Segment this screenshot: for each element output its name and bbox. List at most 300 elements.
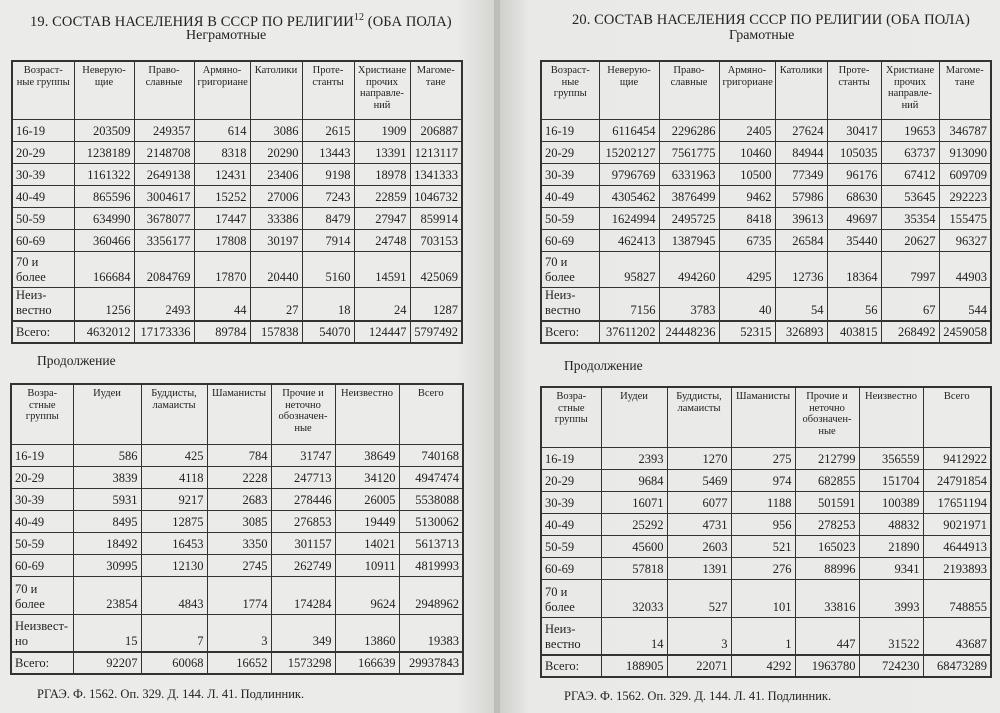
left-title-tail: (ОБА ПОЛА) xyxy=(364,13,452,30)
value-cell: 1238189 xyxy=(74,141,134,163)
age-group-cell: 60-69 xyxy=(541,229,599,251)
value-cell: 544 xyxy=(939,287,991,321)
age-group-cell: 20-29 xyxy=(12,141,74,163)
value-cell: 7997 xyxy=(881,251,939,287)
value-cell: 18978 xyxy=(354,163,410,185)
left-page xyxy=(0,0,496,713)
total-value-cell: 4292 xyxy=(731,655,795,677)
total-label-cell: Всего: xyxy=(541,655,601,677)
column-header: Неверую-щие xyxy=(74,61,134,119)
value-cell: 44 xyxy=(194,287,250,321)
table-row xyxy=(11,488,463,510)
value-cell: 38649 xyxy=(335,444,399,466)
value-cell: 2228 xyxy=(207,466,271,488)
value-cell: 49697 xyxy=(827,207,881,229)
total-label-cell: Всего: xyxy=(541,321,599,343)
table-row xyxy=(11,532,463,554)
column-header: Армяно-григориане xyxy=(194,61,250,119)
age-group-cell: 50-59 xyxy=(541,207,599,229)
column-header: Прочие и неточно обозначен-ные xyxy=(271,384,335,444)
value-cell: 25292 xyxy=(601,513,667,535)
value-cell: 17870 xyxy=(194,251,250,287)
age-group-cell: 40-49 xyxy=(541,185,599,207)
value-cell: 3678077 xyxy=(134,207,194,229)
column-header: Право-славные xyxy=(134,61,194,119)
value-cell: 2296286 xyxy=(659,119,719,141)
value-cell: 32033 xyxy=(601,579,667,617)
total-value-cell: 124447 xyxy=(354,321,410,343)
value-cell: 974 xyxy=(731,469,795,491)
value-cell: 7561775 xyxy=(659,141,719,163)
value-cell: 360466 xyxy=(74,229,134,251)
total-label-cell: Всего: xyxy=(12,321,74,343)
value-cell: 12431 xyxy=(194,163,250,185)
value-cell: 4731 xyxy=(667,513,731,535)
value-cell: 1161322 xyxy=(74,163,134,185)
value-cell: 8479 xyxy=(302,207,354,229)
table-row xyxy=(541,119,991,141)
value-cell: 494260 xyxy=(659,251,719,287)
value-cell: 45600 xyxy=(601,535,667,557)
total-value-cell: 157838 xyxy=(250,321,302,343)
value-cell: 31747 xyxy=(271,444,335,466)
value-cell: 586 xyxy=(73,444,141,466)
value-cell: 7243 xyxy=(302,185,354,207)
age-group-cell: 50-59 xyxy=(11,532,73,554)
value-cell: 247713 xyxy=(271,466,335,488)
value-cell: 6735 xyxy=(719,229,775,251)
total-value-cell: 724230 xyxy=(859,655,923,677)
value-cell: 1387945 xyxy=(659,229,719,251)
column-header: Неверую-щие xyxy=(599,61,659,119)
value-cell: 8495 xyxy=(73,510,141,532)
table-row xyxy=(541,287,991,321)
age-group-cell: 60-69 xyxy=(541,557,601,579)
left-table-main xyxy=(11,60,463,344)
table-row xyxy=(541,207,991,229)
total-value-cell: 29937843 xyxy=(399,652,463,674)
column-header: Иудеи xyxy=(601,387,667,447)
age-group-cell: 70 и более xyxy=(541,251,599,287)
value-cell: 9341 xyxy=(859,557,923,579)
value-cell: 166684 xyxy=(74,251,134,287)
value-cell: 23406 xyxy=(250,163,302,185)
age-group-cell: 70 и более xyxy=(11,576,73,614)
right-table-continuation xyxy=(540,386,992,678)
value-cell: 3356177 xyxy=(134,229,194,251)
value-cell: 15 xyxy=(73,614,141,652)
total-value-cell: 37611202 xyxy=(599,321,659,343)
value-cell: 10911 xyxy=(335,554,399,576)
value-cell: 14021 xyxy=(335,532,399,554)
value-cell: 634990 xyxy=(74,207,134,229)
table-row xyxy=(541,579,991,617)
total-value-cell: 52315 xyxy=(719,321,775,343)
value-cell: 27 xyxy=(250,287,302,321)
value-cell: 913090 xyxy=(939,141,991,163)
column-header: Католики xyxy=(250,61,302,119)
age-group-cell: 60-69 xyxy=(12,229,74,251)
table-row xyxy=(541,163,991,185)
left-source-note: РГАЭ. Ф. 1562. Оп. 329. Д. 144. Л. 41. Подлинник. xyxy=(37,687,305,701)
value-cell: 1046732 xyxy=(410,185,462,207)
value-cell: 784 xyxy=(207,444,271,466)
value-cell: 26584 xyxy=(775,229,827,251)
age-group-cell: 70 и более xyxy=(12,251,74,287)
value-cell: 2148708 xyxy=(134,141,194,163)
column-header: Возра-стные группы xyxy=(541,387,601,447)
age-group-cell: 40-49 xyxy=(11,510,73,532)
value-cell: 17447 xyxy=(194,207,250,229)
value-cell: 2615 xyxy=(302,119,354,141)
table-row xyxy=(12,229,462,251)
value-cell: 35440 xyxy=(827,229,881,251)
column-header: Неизвестно xyxy=(335,384,399,444)
value-cell: 7 xyxy=(141,614,207,652)
value-cell: 2084769 xyxy=(134,251,194,287)
table-row xyxy=(12,185,462,207)
age-group-cell: 40-49 xyxy=(541,513,601,535)
value-cell: 165023 xyxy=(795,535,859,557)
column-header: Магоме-тане xyxy=(939,61,991,119)
value-cell: 24748 xyxy=(354,229,410,251)
left-continuation-label: Продолжение xyxy=(37,353,116,368)
value-cell: 4295 xyxy=(719,251,775,287)
value-cell: 15202127 xyxy=(599,141,659,163)
value-cell: 462413 xyxy=(599,229,659,251)
table-row xyxy=(541,557,991,579)
value-cell: 7914 xyxy=(302,229,354,251)
value-cell: 26005 xyxy=(335,488,399,510)
value-cell: 682855 xyxy=(795,469,859,491)
value-cell: 105035 xyxy=(827,141,881,163)
value-cell: 27624 xyxy=(775,119,827,141)
value-cell: 19449 xyxy=(335,510,399,532)
table-row xyxy=(12,119,462,141)
value-cell: 20290 xyxy=(250,141,302,163)
value-cell: 249357 xyxy=(134,119,194,141)
left-subtitle: Неграмотные xyxy=(186,28,267,43)
value-cell: 748855 xyxy=(923,579,991,617)
value-cell: 30197 xyxy=(250,229,302,251)
age-group-cell: Неиз-вестно xyxy=(541,617,601,655)
right-source-note: РГАЭ. Ф. 1562. Оп. 329. Д. 144. Л. 41. Подлинник. xyxy=(564,689,832,703)
value-cell: 10500 xyxy=(719,163,775,185)
value-cell: 31522 xyxy=(859,617,923,655)
right-table-main xyxy=(540,60,992,344)
value-cell: 2193893 xyxy=(923,557,991,579)
table-row xyxy=(541,229,991,251)
column-header: Буддисты, ламаисты xyxy=(667,387,731,447)
value-cell: 22859 xyxy=(354,185,410,207)
column-header: Проте-станты xyxy=(827,61,881,119)
age-group-cell: 20-29 xyxy=(11,466,73,488)
table-row xyxy=(541,491,991,513)
value-cell: 203509 xyxy=(74,119,134,141)
value-cell: 346787 xyxy=(939,119,991,141)
value-cell: 9217 xyxy=(141,488,207,510)
value-cell: 1341333 xyxy=(410,163,462,185)
total-value-cell: 5797492 xyxy=(410,321,462,343)
value-cell: 1 xyxy=(731,617,795,655)
value-cell: 57986 xyxy=(775,185,827,207)
value-cell: 17651194 xyxy=(923,491,991,513)
age-group-cell: 50-59 xyxy=(541,535,601,557)
total-value-cell: 326893 xyxy=(775,321,827,343)
header-row xyxy=(11,384,463,444)
value-cell: 174284 xyxy=(271,576,335,614)
value-cell: 740168 xyxy=(399,444,463,466)
right-page xyxy=(500,0,1000,713)
total-value-cell: 60068 xyxy=(141,652,207,674)
value-cell: 3350 xyxy=(207,532,271,554)
value-cell: 30417 xyxy=(827,119,881,141)
left-table-continuation xyxy=(10,383,464,675)
value-cell: 27006 xyxy=(250,185,302,207)
value-cell: 14 xyxy=(601,617,667,655)
total-row xyxy=(12,321,462,343)
value-cell: 206887 xyxy=(410,119,462,141)
value-cell: 77349 xyxy=(775,163,827,185)
value-cell: 5160 xyxy=(302,251,354,287)
value-cell: 2948962 xyxy=(399,576,463,614)
header-row xyxy=(12,61,462,119)
header-row xyxy=(541,387,991,447)
total-value-cell: 17173336 xyxy=(134,321,194,343)
value-cell: 2683 xyxy=(207,488,271,510)
value-cell: 88996 xyxy=(795,557,859,579)
column-header: Христиане прочих направле-ний xyxy=(354,61,410,119)
value-cell: 16453 xyxy=(141,532,207,554)
value-cell: 18 xyxy=(302,287,354,321)
value-cell: 27947 xyxy=(354,207,410,229)
value-cell: 262749 xyxy=(271,554,335,576)
right-page-title: 20. СОСТАВ НАСЕЛЕНИЯ СССР ПО РЕЛИГИИ (ОБА ПОЛА) xyxy=(572,12,970,28)
value-cell: 292223 xyxy=(939,185,991,207)
column-header: Католики xyxy=(775,61,827,119)
total-label-cell: Всего: xyxy=(11,652,73,674)
column-header: Прочие и неточно обозначен-ные xyxy=(795,387,859,447)
value-cell: 9624 xyxy=(335,576,399,614)
value-cell: 4118 xyxy=(141,466,207,488)
table-row xyxy=(12,287,462,321)
table-row xyxy=(541,141,991,163)
total-value-cell: 268492 xyxy=(881,321,939,343)
value-cell: 3 xyxy=(207,614,271,652)
column-header: Неизвестно xyxy=(859,387,923,447)
total-value-cell: 4632012 xyxy=(74,321,134,343)
value-cell: 67412 xyxy=(881,163,939,185)
value-cell: 956 xyxy=(731,513,795,535)
value-cell: 3 xyxy=(667,617,731,655)
table-row xyxy=(12,251,462,287)
table-row xyxy=(541,251,991,287)
total-row xyxy=(541,655,991,677)
value-cell: 84944 xyxy=(775,141,827,163)
total-row xyxy=(11,652,463,674)
column-header: Христиане прочих направле-ний xyxy=(881,61,939,119)
value-cell: 301157 xyxy=(271,532,335,554)
value-cell: 30995 xyxy=(73,554,141,576)
total-row xyxy=(541,321,991,343)
value-cell: 3086 xyxy=(250,119,302,141)
value-cell: 4947474 xyxy=(399,466,463,488)
age-group-cell: 40-49 xyxy=(12,185,74,207)
column-header: Всего xyxy=(923,387,991,447)
column-header: Магоме-тане xyxy=(410,61,462,119)
value-cell: 21890 xyxy=(859,535,923,557)
value-cell: 2745 xyxy=(207,554,271,576)
value-cell: 4819993 xyxy=(399,554,463,576)
value-cell: 865596 xyxy=(74,185,134,207)
table-row xyxy=(541,447,991,469)
total-value-cell: 188905 xyxy=(601,655,667,677)
value-cell: 703153 xyxy=(410,229,462,251)
value-cell: 33386 xyxy=(250,207,302,229)
table-row xyxy=(11,576,463,614)
value-cell: 3004617 xyxy=(134,185,194,207)
value-cell: 276 xyxy=(731,557,795,579)
value-cell: 23854 xyxy=(73,576,141,614)
value-cell: 14591 xyxy=(354,251,410,287)
column-header: Иудеи xyxy=(73,384,141,444)
table-row xyxy=(11,510,463,532)
column-header: Всего xyxy=(399,384,463,444)
value-cell: 10460 xyxy=(719,141,775,163)
value-cell: 20440 xyxy=(250,251,302,287)
value-cell: 859914 xyxy=(410,207,462,229)
value-cell: 1213117 xyxy=(410,141,462,163)
value-cell: 278446 xyxy=(271,488,335,510)
value-cell: 17808 xyxy=(194,229,250,251)
age-group-cell: 20-29 xyxy=(541,141,599,163)
value-cell: 33816 xyxy=(795,579,859,617)
age-group-cell: 30-39 xyxy=(11,488,73,510)
column-header: Возраст-ные группы xyxy=(12,61,74,119)
age-group-cell: 16-19 xyxy=(12,119,74,141)
value-cell: 278253 xyxy=(795,513,859,535)
total-value-cell: 166639 xyxy=(335,652,399,674)
value-cell: 40 xyxy=(719,287,775,321)
value-cell: 1624994 xyxy=(599,207,659,229)
value-cell: 2393 xyxy=(601,447,667,469)
value-cell: 18492 xyxy=(73,532,141,554)
header-row xyxy=(541,61,991,119)
value-cell: 5613713 xyxy=(399,532,463,554)
value-cell: 15252 xyxy=(194,185,250,207)
column-header: Шаманисты xyxy=(207,384,271,444)
value-cell: 5469 xyxy=(667,469,731,491)
value-cell: 425069 xyxy=(410,251,462,287)
value-cell: 9021971 xyxy=(923,513,991,535)
column-header: Армяно-григориане xyxy=(719,61,775,119)
total-value-cell: 89784 xyxy=(194,321,250,343)
age-group-cell: 16-19 xyxy=(541,447,601,469)
value-cell: 13391 xyxy=(354,141,410,163)
value-cell: 6077 xyxy=(667,491,731,513)
age-group-cell: 16-19 xyxy=(541,119,599,141)
age-group-cell: Неиз-вестно xyxy=(12,287,74,321)
column-header: Шаманисты xyxy=(731,387,795,447)
total-value-cell: 24448236 xyxy=(659,321,719,343)
value-cell: 34120 xyxy=(335,466,399,488)
value-cell: 19383 xyxy=(399,614,463,652)
value-cell: 3783 xyxy=(659,287,719,321)
right-continuation-label: Продолжение xyxy=(564,358,643,373)
age-group-cell: Неизвест-но xyxy=(11,614,73,652)
age-group-cell: 30-39 xyxy=(12,163,74,185)
total-value-cell: 403815 xyxy=(827,321,881,343)
value-cell: 3839 xyxy=(73,466,141,488)
value-cell: 1256 xyxy=(74,287,134,321)
value-cell: 9412922 xyxy=(923,447,991,469)
value-cell: 63737 xyxy=(881,141,939,163)
value-cell: 20627 xyxy=(881,229,939,251)
total-value-cell: 54070 xyxy=(302,321,354,343)
value-cell: 356559 xyxy=(859,447,923,469)
age-group-cell: 16-19 xyxy=(11,444,73,466)
value-cell: 425 xyxy=(141,444,207,466)
total-value-cell: 22071 xyxy=(667,655,731,677)
value-cell: 349 xyxy=(271,614,335,652)
value-cell: 527 xyxy=(667,579,731,617)
age-group-cell: Неиз-вестно xyxy=(541,287,599,321)
value-cell: 2493 xyxy=(134,287,194,321)
value-cell: 44903 xyxy=(939,251,991,287)
column-header: Право-славные xyxy=(659,61,719,119)
age-group-cell: 30-39 xyxy=(541,163,599,185)
table-row xyxy=(12,141,462,163)
value-cell: 6331963 xyxy=(659,163,719,185)
value-cell: 1391 xyxy=(667,557,731,579)
value-cell: 96176 xyxy=(827,163,881,185)
table-row xyxy=(11,554,463,576)
value-cell: 18364 xyxy=(827,251,881,287)
value-cell: 53645 xyxy=(881,185,939,207)
value-cell: 2495725 xyxy=(659,207,719,229)
value-cell: 67 xyxy=(881,287,939,321)
value-cell: 9198 xyxy=(302,163,354,185)
age-group-cell: 70 и более xyxy=(541,579,601,617)
right-subtitle: Грамотные xyxy=(729,28,795,43)
value-cell: 100389 xyxy=(859,491,923,513)
value-cell: 57818 xyxy=(601,557,667,579)
value-cell: 521 xyxy=(731,535,795,557)
value-cell: 447 xyxy=(795,617,859,655)
column-header: Возраст-ные группы xyxy=(541,61,599,119)
table-row xyxy=(11,466,463,488)
value-cell: 56 xyxy=(827,287,881,321)
value-cell: 12736 xyxy=(775,251,827,287)
value-cell: 609709 xyxy=(939,163,991,185)
value-cell: 6116454 xyxy=(599,119,659,141)
value-cell: 9796769 xyxy=(599,163,659,185)
value-cell: 1270 xyxy=(667,447,731,469)
value-cell: 275 xyxy=(731,447,795,469)
table-row xyxy=(11,444,463,466)
table-row xyxy=(12,163,462,185)
value-cell: 2649138 xyxy=(134,163,194,185)
value-cell: 13443 xyxy=(302,141,354,163)
age-group-cell: 30-39 xyxy=(541,491,601,513)
value-cell: 19653 xyxy=(881,119,939,141)
total-value-cell: 68473289 xyxy=(923,655,991,677)
value-cell: 3085 xyxy=(207,510,271,532)
total-value-cell: 92207 xyxy=(73,652,141,674)
column-header: Буддисты, ламаисты xyxy=(141,384,207,444)
footnote-marker: 12 xyxy=(353,12,365,23)
value-cell: 68630 xyxy=(827,185,881,207)
